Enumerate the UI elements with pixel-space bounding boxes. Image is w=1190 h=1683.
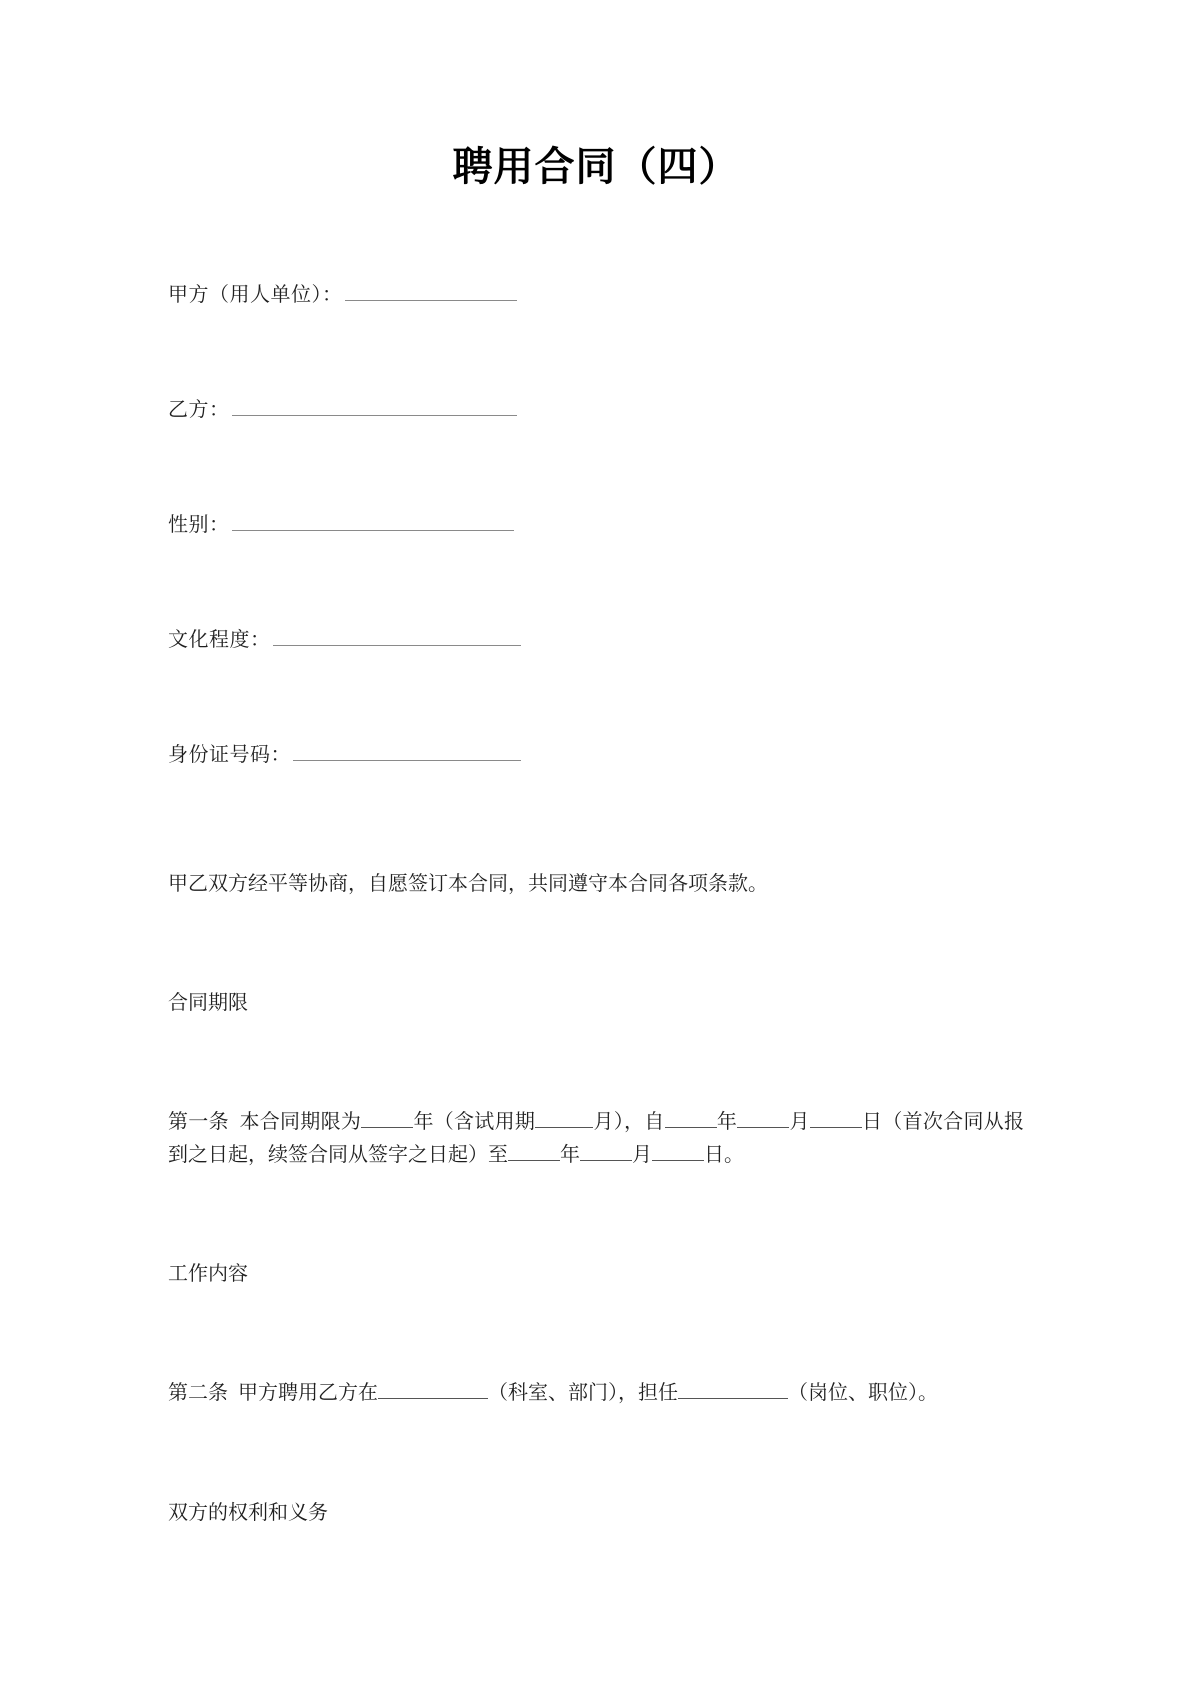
section-heading-work-content: 工作内容 — [168, 1263, 248, 1286]
clause-blank-probation-months[interactable] — [535, 1107, 593, 1128]
spacer — [168, 1289, 1024, 1377]
intro-paragraph: 甲乙双方经平等协商，自愿签订本合同，共同遵守本合同各项条款。 — [168, 873, 768, 895]
field-row-education — [168, 624, 1024, 655]
clause-text-1-8: 日。 — [704, 1143, 744, 1166]
clause-blank-end-month[interactable] — [580, 1139, 632, 1160]
clause-blank-department[interactable] — [378, 1378, 488, 1399]
clause-text-1-7: 月 — [632, 1143, 652, 1166]
field-label-education: 文化程度： — [168, 629, 271, 651]
spacer — [168, 1018, 1024, 1106]
field-label-party-a: 甲方（用人单位）： — [168, 284, 343, 306]
spacer — [168, 540, 1024, 624]
clause-blank-years[interactable] — [361, 1107, 413, 1128]
field-row-id-number — [168, 739, 1024, 770]
clause-article-2 — [168, 1377, 1024, 1409]
clause-blank-end-day[interactable] — [652, 1139, 704, 1160]
field-blank-party-a[interactable] — [345, 279, 517, 301]
spacer — [168, 900, 1024, 988]
spacer — [168, 655, 1024, 739]
clause-text-2-1: （科室、部门），担任 — [488, 1382, 678, 1405]
field-label-gender: 性别： — [168, 514, 230, 536]
clause-blank-start-day[interactable] — [810, 1107, 862, 1128]
document-content — [168, 0, 1024, 1528]
page-title: 聘用合同（四） — [452, 145, 740, 189]
field-blank-party-b[interactable] — [232, 394, 517, 416]
clause-label-article-1: 第一条 — [168, 1111, 229, 1134]
clause-text-1-0: 本合同期限为 — [239, 1111, 362, 1134]
clause-article-1 — [168, 1106, 1024, 1171]
spacer — [168, 1171, 1024, 1259]
spacer — [168, 1410, 1024, 1498]
section-heading-contract-term: 合同期限 — [168, 992, 248, 1015]
clause-blank-end-year[interactable] — [508, 1139, 560, 1160]
field-blank-id-number[interactable] — [293, 739, 521, 761]
clause-blank-position[interactable] — [678, 1378, 788, 1399]
clause-text-1-5: 日（首次合同从报到之日起，续签合同从签字之日起）至 — [168, 1111, 1025, 1166]
clause-label-article-2: 第二条 — [168, 1382, 228, 1405]
section-heading-rights-obligations: 双方的权利和义务 — [168, 1501, 328, 1524]
clause-text-1-6: 年 — [560, 1143, 580, 1166]
field-blank-education[interactable] — [273, 624, 521, 646]
field-label-party-b: 乙方： — [168, 399, 230, 421]
clause-text-1-1: 年（含试用期 — [413, 1111, 536, 1134]
field-label-id-number: 身份证号码： — [168, 744, 291, 766]
clause-blank-start-year[interactable] — [665, 1107, 717, 1128]
clause-text-1-4: 月 — [789, 1111, 810, 1134]
spacer — [168, 191, 1024, 279]
field-row-gender — [168, 509, 1024, 540]
field-blank-gender[interactable] — [232, 509, 514, 531]
field-row-party-a — [168, 279, 1024, 310]
clause-blank-start-month[interactable] — [737, 1107, 789, 1128]
clause-text-2-0: 甲方聘用乙方在 — [238, 1382, 378, 1405]
spacer — [168, 770, 1024, 868]
clause-text-1-2: 月），自 — [593, 1111, 665, 1134]
clause-text-1-3: 年 — [716, 1111, 738, 1134]
spacer — [168, 310, 1024, 394]
spacer — [168, 425, 1024, 509]
field-row-party-b — [168, 394, 1024, 425]
clause-text-2-2: （岗位、职位）。 — [788, 1382, 938, 1405]
